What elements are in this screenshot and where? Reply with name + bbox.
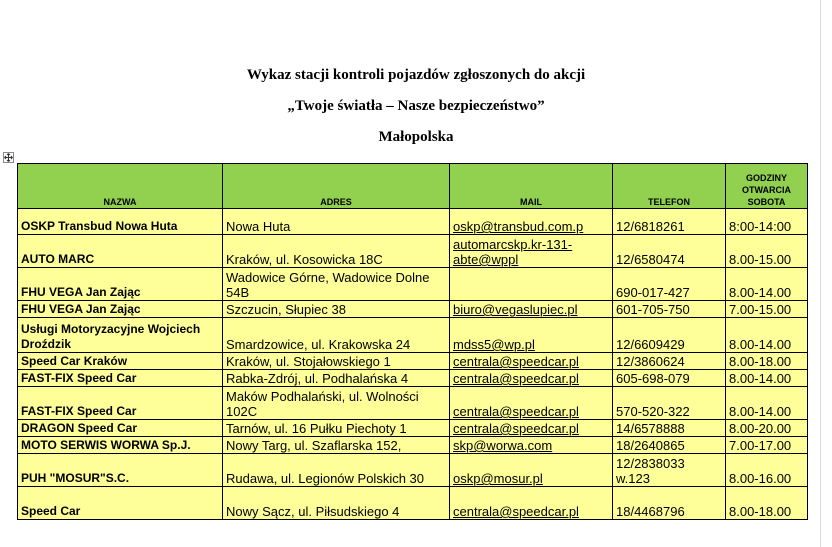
station-phone: 601-705-750 [613,301,726,318]
mail-link[interactable]: centrala@speedcar.pl [453,354,579,369]
table-row [18,370,808,387]
table-row [18,268,808,301]
station-mail[interactable] [450,209,613,235]
mail-link[interactable]: oskp@mosur.pl [453,471,543,486]
station-mail[interactable] [450,454,613,487]
station-address: Smardzowice, ul. Krakowska 24 [223,318,450,353]
station-phone: 18/2640865 [613,437,726,454]
station-name: DRAGON Speed Car [18,420,223,437]
table-row [18,318,808,353]
table-move-handle-icon[interactable] [3,152,14,163]
station-name: FAST-FIX Speed Car [18,370,223,387]
station-mail[interactable] [450,353,613,370]
table-row [18,437,808,454]
station-name: MOTO SERWIS WORWA Sp.J. [18,437,223,454]
station-name: Speed Car Kraków [18,353,223,370]
station-hours: 7.00-15.00 [726,301,808,318]
mail-link[interactable]: centrala@speedcar.pl [453,371,579,386]
station-name: FHU VEGA Jan Zając [18,301,223,318]
region-name: Małopolska [378,129,454,145]
station-hours: 8.00-14.00 [726,387,808,420]
station-address: Nowy Sącz, ul. Piłsudskiego 4 [223,487,450,520]
station-mail[interactable] [450,420,613,437]
mail-link[interactable]: mdss5@wp.pl [453,337,535,352]
table-header-row [18,164,808,209]
station-name: FAST-FIX Speed Car [18,387,223,420]
mail-link[interactable]: centrala@speedcar.pl [453,421,579,436]
station-address: Maków Podhalański, ul. Wolności 102C [223,387,450,420]
station-mail[interactable] [450,318,613,353]
station-hours: 8:00-14:00 [726,209,808,235]
station-address: Nowy Targ, ul. Szaflarska 152, [223,437,450,454]
table-row [18,487,808,520]
document-title: Wykaz stacji kontroli pojazdów zgłoszonych do akcji [246,67,586,83]
station-mail[interactable] [450,437,613,454]
stations-table [17,163,808,520]
station-address: Kraków, ul. Kosowicka 18C [223,235,450,268]
station-phone: 12/6580474 [613,235,726,268]
station-phone: 12/6609429 [613,318,726,353]
table-row [18,235,808,268]
station-hours: 8.00-14.00 [726,370,808,387]
table-row [18,209,808,235]
station-hours: 8.00-18.00 [726,353,808,370]
station-phone: 570-520-322 [613,387,726,420]
station-name: AUTO MARC [18,235,223,268]
station-mail[interactable] [450,487,613,520]
station-address: Wadowice Górne, Wadowice Dolne 54B [223,268,450,301]
mail-link[interactable]: centrala@speedcar.pl [453,404,579,419]
station-mail[interactable] [450,387,613,420]
station-mail[interactable] [450,370,613,387]
station-name: Usługi Motoryzacyjne Wojciech Droździk [18,318,223,353]
station-phone: 690-017-427 [613,268,726,301]
station-hours: 8.00-14.00 [726,268,808,301]
station-hours: 8.00-14.00 [726,318,808,353]
mail-link[interactable]: biuro@vegaslupiec.pl [453,302,578,317]
station-address: Tarnów, ul. 16 Pułku Piechoty 1 [223,420,450,437]
station-phone: 12/3860624 [613,353,726,370]
station-phone: 14/6578888 [613,420,726,437]
station-hours: 8.00-16.00 [726,454,808,487]
station-name: PUH "MOSUR"S.C. [18,454,223,487]
table-row [18,301,808,318]
mail-link[interactable]: centrala@speedcar.pl [453,504,579,519]
mail-link[interactable]: oskp@transbud.com.p [453,219,584,234]
header-phone: TELEFON [613,164,726,209]
station-mail[interactable] [450,268,613,301]
station-phone: 605-698-079 [613,370,726,387]
station-mail[interactable] [450,301,613,318]
mail-link[interactable]: automarcskp.kr-131-abte@wppl [453,237,573,267]
station-hours: 8.00-18.00 [726,487,808,520]
mail-link[interactable]: skp@worwa.com [453,438,553,453]
station-address: Szczucin, Słupiec 38 [223,301,450,318]
header-name: NAZWA [18,164,223,209]
station-address: Kraków, ul. Stojałowskiego 1 [223,353,450,370]
header-hours: GODZINY OTWARCIA SOBOTA [726,164,808,209]
station-address: Rabka-Zdrój, ul. Podhalańska 4 [223,370,450,387]
station-hours: 8.00-20.00 [726,420,808,437]
station-name: OSKP Transbud Nowa Huta [18,209,223,235]
header-address: ADRES [223,164,450,209]
station-mail[interactable] [450,235,613,268]
station-address: Nowa Huta [223,209,450,235]
station-phone: 12/2838033 w.123 [613,454,726,487]
station-hours: 8.00-15.00 [726,235,808,268]
station-hours: 7.00-17.00 [726,437,808,454]
station-name: Speed Car [18,487,223,520]
table-row [18,454,808,487]
table-row [18,387,808,420]
station-name: FHU VEGA Jan Zając [18,268,223,301]
table-row [18,353,808,370]
station-phone: 18/4468796 [613,487,726,520]
table-row [18,420,808,437]
station-address: Rudawa, ul. Legionów Polskich 30 [223,454,450,487]
header-mail: MAIL [450,164,613,209]
campaign-name: „Twoje światła – Nasze bezpieczeństwo” [287,98,545,114]
station-phone: 12/6818261 [613,209,726,235]
